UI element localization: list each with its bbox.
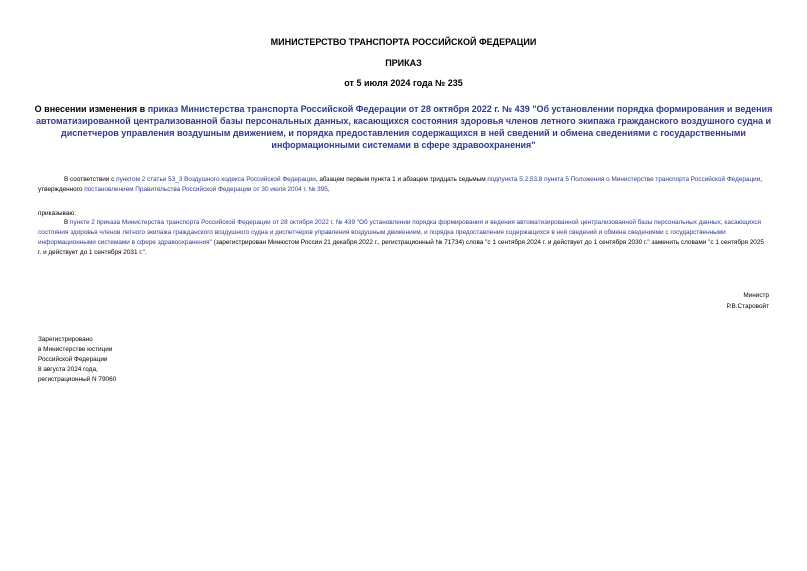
registration-line: Российской Федерации	[38, 356, 108, 363]
document-type: ПРИКАЗ	[385, 58, 422, 68]
amended-order-link[interactable]: пункте 2 приказа Министерства транспорта Российской Федерации от 28 октября 2022 г. № 439 "Об установлении порядка формирования и ведения автоматизированной централизованной базы персональных данных, касающихся состояния здоровья членов летного экипажа гражданского воздушного судна и диспетчеров управления воздушным движением, и порядка предоставления содержащихся в ней сведений и обмена сведениями с государственными информационными системами в сфере здравоохранения"	[38, 219, 762, 246]
order-word: приказываю:	[38, 210, 76, 217]
document-date-number: от 5 июля 2024 года № 235	[344, 78, 463, 88]
preamble-paragraph	[38, 175, 769, 195]
government-resolution-link[interactable]: постановлением Правительства Российской Федерации от 30 июля 2004 г. № 395	[84, 186, 328, 193]
order-text-1: В	[64, 219, 71, 226]
registration-line: регистрационный N 79060	[38, 376, 117, 383]
registration-block	[38, 335, 116, 385]
air-code-link[interactable]: пунктом 2 статьи 53_3 Воздушного кодекса Российской Федерации	[116, 176, 316, 183]
title-order-link[interactable]: приказ Министерства транспорта Российской Федерации от 28 октября 2022 г. № 439 "Об установлении порядка формирования и ведения автоматизированной централизованной базы персональных данных, касающихся состояния здоровья членов летного экипажа гражданского воздушного судна и диспетчеров управления воздушным движением, и порядка предоставления содержащихся в ней сведений и обмена сведениями с государственными информационными системами в сфере здравоохранения"	[35, 104, 773, 150]
registration-line: Зарегистрировано	[38, 336, 93, 343]
regulation-link[interactable]: подпункта 5.2.53.8 пункта 5 Положения о Министерстве транспорта Российской Федерации	[487, 176, 761, 183]
signature-name: Р.В.Старовойт	[726, 303, 769, 310]
signature-block	[727, 290, 769, 312]
order-paragraph	[38, 218, 769, 258]
preamble-text-3: , утвержденного	[38, 176, 763, 193]
preamble-text-4: ,	[327, 186, 330, 193]
title-prefix: О внесении изменения в	[34, 104, 148, 114]
registration-line: 8 августа 2024 года,	[38, 366, 98, 373]
order-text-2: (зарегистрирован Минюстом России 21 декабря 2022 г., регистрационный № 71734) слова "с 1 сентября 2024 г. и действует до 1 сентября 2030 г." заменить словами "с 1 сентября 2025 г. и действует до 1 сентября 2031 г.".	[38, 239, 764, 256]
signature-position: Министр	[743, 292, 769, 299]
ministry-name: МИНИСТЕРСТВО ТРАНСПОРТА РОССИЙСКОЙ ФЕДЕРАЦИИ	[270, 37, 537, 47]
preamble-text-1: В соответствии с	[64, 176, 117, 183]
registration-line: в Министерстве юстиции	[38, 346, 113, 353]
document-title	[30, 103, 777, 151]
preamble-text-2: , абзацем первым пункта 1 и абзацем тридцать седьмым	[315, 176, 488, 183]
